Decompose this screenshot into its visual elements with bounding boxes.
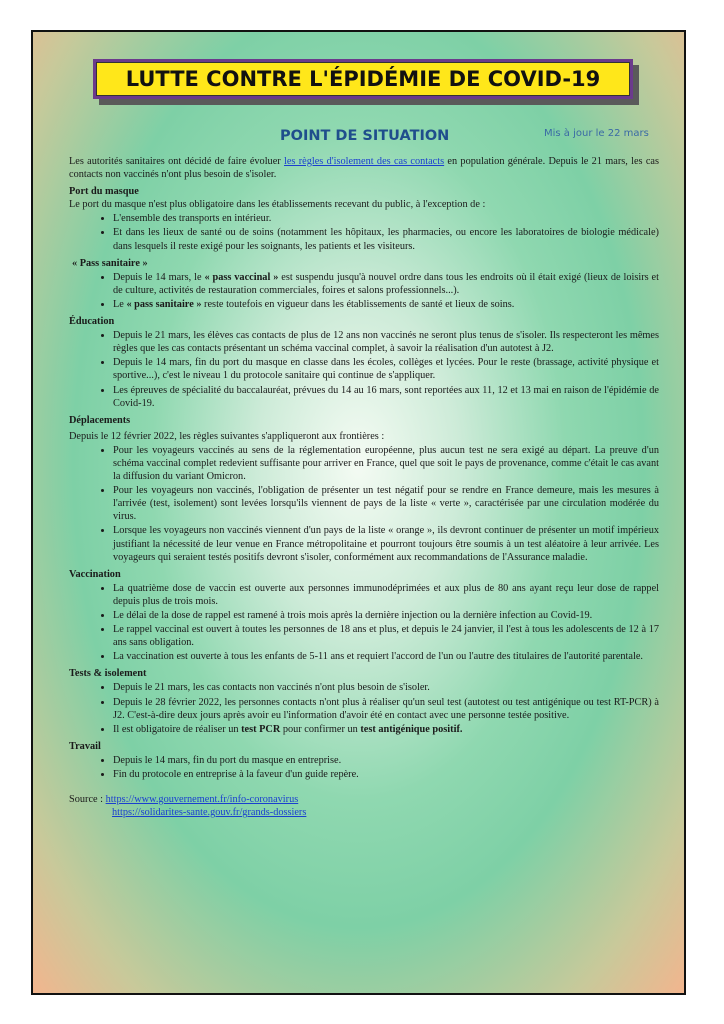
masque-list [69, 212, 659, 252]
list-item: • Depuis le 14 mars, le « pass vaccinal » est suspendu jusqu'à nouvel ordre dans tous les endroits où il était exigé (lieux de loisirs et de culture, activités de restauration commerciales, foires et salons professionnels...). [113, 271, 659, 297]
source-label: Source : [69, 794, 106, 806]
masque-text: Le port du masque n'est plus obligatoire dans les établissements recevant du public, à l'exception de : [69, 199, 486, 211]
education-list [69, 329, 659, 410]
intro-text-before: Les autorités sanitaires ont décidé de faire évoluer [69, 156, 284, 167]
list-item: • Depuis le 14 mars, fin du port du masque en entreprise. [113, 754, 659, 767]
travail-list [69, 754, 659, 781]
isolation-rules-link[interactable]: les règles d'isolement des cas contacts [284, 156, 445, 167]
list-item: • Le « pass sanitaire » reste toutefois en vigueur dans les établissements de santé et lieux de soins. [113, 298, 659, 311]
list-item: • La vaccination est ouverte à tous les enfants de 5-11 ans et requiert l'accord de l'un ou l'autre des titulaires de l'autorité parentale. [113, 650, 659, 663]
source-link-solidarites[interactable]: https://solidarites-sante.gouv.fr/grands-dossiers [112, 807, 307, 819]
list-item: • Le délai de la dose de rappel est ramené à trois mois après la dernière injection ou la dernière infection au Covid-19. [113, 609, 659, 622]
travail-heading: Travail [69, 740, 101, 752]
tests-heading: Tests & isolement [69, 668, 147, 680]
source-line [69, 793, 659, 806]
list-item: • Le rappel vaccinal est ouvert à toutes les personnes de 18 ans et plus, et depuis le 24 janvier, il l'est à tous les adolescents de 12 à 17 ans sans obligation. [113, 623, 659, 649]
vaccination-heading: Vaccination [69, 568, 121, 580]
list-item: • Il est obligatoire de réaliser un test PCR pour confirmer un test antigénique positif. [113, 723, 659, 736]
pass-list [69, 271, 659, 311]
section-heading: POINT DE SITUATION [280, 128, 450, 144]
list-item: • Et dans les lieux de santé ou de soins (notamment les hôpitaux, les pharmacies, ou encore les laboratoires de biologie médicale) dans lesquels il reste exigé pour les soignants, les patients et les visiteurs. [113, 226, 659, 252]
list-item: • La quatrième dose de vaccin est ouverte aux personnes immunodéprimées et aux plus de 80 ans ayant reçu leur dose de rappel depuis plus de trois mois. [113, 582, 659, 608]
intro-text-after: en population générale. Depuis le 21 mars, les cas contacts non vaccinés n'ont plus besoin de s'isoler. [69, 156, 660, 181]
list-item: • Depuis le 21 mars, les élèves cas contacts de plus de 12 ans non vaccinés ne seront plus tenus de s'isoler. Ils respecteront les mêmes règles que les cas contacts présentant un schéma vaccinal complet, à savoir la réalisation d'un autotest à J2. [113, 329, 659, 355]
vaccination-list [69, 582, 659, 664]
list-item: • Pour les voyageurs non vaccinés, l'obligation de présenter un test négatif pour se rendre en France demeure, mais les mesures à l'arrivée (test, isolement) sont levées lorsqu'ils viennent de pays de la liste « verte », caractérisée par une circulation modérée du virus. [113, 484, 659, 523]
list-item: • Depuis le 14 mars, fin du port du masque en classe dans les écoles, collèges et lycées. Pour le reste (brassage, activité physique et sportive...), c'est le niveau 1 du protocole sanitaire qui continue de s'appliquer. [113, 356, 659, 382]
list-item: • Fin du protocole en entreprise à la faveur d'un guide repère. [113, 768, 659, 781]
title-banner [93, 59, 633, 99]
masque-heading: Port du masque [69, 186, 139, 198]
list-item: • Depuis le 28 février 2022, les personnes contacts n'ont plus à réaliser qu'un seul test (autotest ou test antigénique ou test RT-PCR) à J2. C'est-à-dire deux jours après avoir eu l'information d'avoir été en contact avec une personne testée positive. [113, 696, 659, 722]
pass-heading: « Pass sanitaire » [72, 257, 148, 269]
list-item: • L'ensemble des transports en intérieur. [113, 212, 659, 225]
deplacements-list [69, 444, 659, 564]
list-item: • Pour les voyageurs vaccinés au sens de la réglementation européenne, plus aucun test ne sera exigé au départ. La preuve d'un schéma vaccinal complet redevient suffisante pour arriver en France, quel que soit le pays de provenance, comme c'était le cas avant la diffusion du variant Omicron. [113, 444, 659, 483]
source-line-2 [69, 806, 659, 819]
source-link-gouvernement[interactable]: https://www.gouvernement.fr/info-coronavirus [105, 794, 299, 806]
page-title: LUTTE CONTRE L'ÉPIDÉMIE DE COVID-19 [96, 62, 630, 96]
document-body [69, 155, 659, 819]
list-item: • Depuis le 21 mars, les cas contacts non vaccinés n'ont plus besoin de s'isoler. [113, 681, 659, 694]
list-item: • Les épreuves de spécialité du baccalauréat, prévues du 14 au 16 mars, sont reportées aux 11, 12 et 13 mai en raison de l'épidémie de Covid-19. [113, 384, 659, 410]
tests-list [69, 681, 659, 735]
document-page [31, 30, 686, 995]
intro-paragraph [69, 155, 659, 181]
list-item: • Lorsque les voyageurs non vaccinés viennent d'un pays de la liste « orange », ils devront continuer de présenter un motif impérieux justifiant la nécessité de leur venue en France métropolitaine et pourront toujours être soumis à un test aléatoire à leur arrivée. Les voyageurs qui seraient testés positifs devront s'isoler, conformément aux recommandations de l'Assurance maladie. [113, 524, 659, 563]
deplacements-heading: Déplacements [69, 414, 131, 426]
education-heading: Éducation [69, 316, 115, 328]
deplacements-text: Depuis le 12 février 2022, les règles suivantes s'appliqueront aux frontières : [69, 430, 385, 442]
update-date: Mis à jour le 22 mars [544, 128, 649, 139]
